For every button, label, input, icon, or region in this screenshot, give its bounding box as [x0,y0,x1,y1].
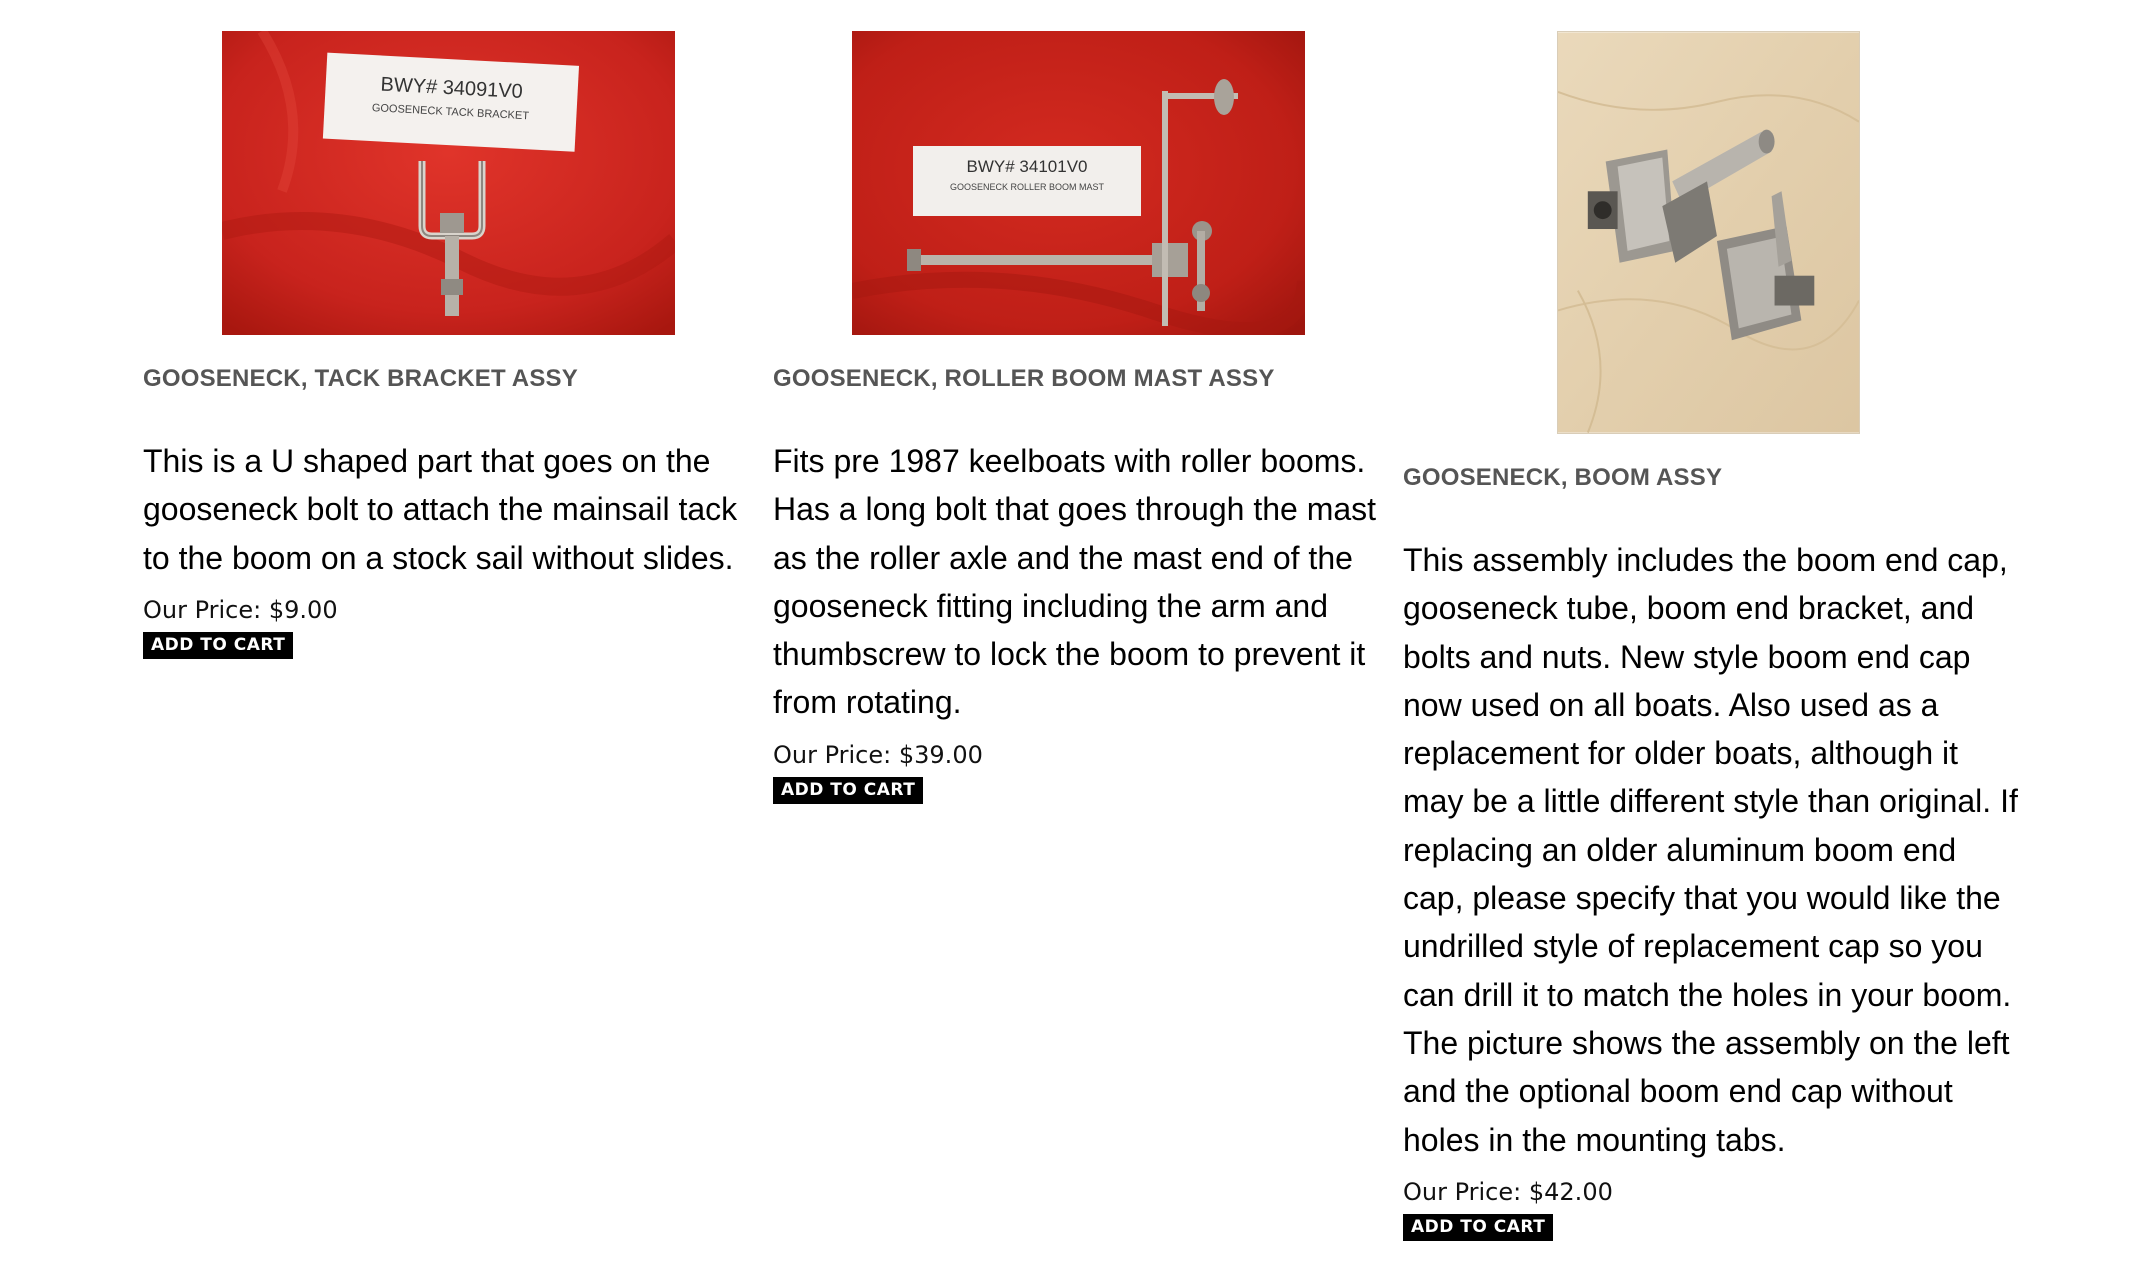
product-card-boom-assy [1403,31,2018,1241]
price-value: $42.00 [1528,1177,1613,1206]
price-line [773,741,1383,769]
product-card-tack-bracket [143,31,753,659]
product-photo-boom-assy[interactable] [1557,31,1860,434]
product-photo-wrap [773,31,1383,335]
product-description: This assembly includes the boom end cap, gooseneck tube, boom end bracket, and bolts and nuts. New style boom end cap now used on all boats. Also used as a replacement for older boats, although it may be a little different style than original. If replacing an older aluminum boom end cap, please specify that you would like the undrilled style of replacement cap so you can drill it to match the holes in your boom. The picture shows the assembly on the left and the optional boom end cap without holes in the mounting tabs. [1403,542,2018,1158]
price-label: Our Price: [1403,1177,1522,1206]
photo-label-line2: GOOSENECK TACK BRACKET [371,102,529,123]
price-value: $39.00 [898,740,983,769]
add-to-cart-button[interactable]: ADD TO CART [143,632,293,659]
price-line [1403,1178,2013,1206]
product-description: This is a U shaped part that goes on the gooseneck bolt to attach the mainsail tack to the boom on a stock sail without slides. [143,443,738,576]
photo-label-line2: GOOSENECK ROLLER BOOM MAST [949,182,1104,192]
photo-label-line1: BWY# 34091V0 [379,73,523,103]
product-photo-wrap [143,31,753,335]
product-name[interactable]: GOOSENECK, BOOM ASSY [1403,464,1723,491]
product-card-roller-boom [773,31,1383,804]
product-photo-roller-boom[interactable] [852,31,1305,335]
product-photo-tack-bracket[interactable] [222,31,675,335]
product-photo-wrap [1403,31,2013,434]
price-line [143,596,753,624]
add-to-cart-button[interactable]: ADD TO CART [1403,1214,1553,1241]
product-name[interactable]: GOOSENECK, TACK BRACKET ASSY [143,365,578,392]
add-to-cart-button[interactable]: ADD TO CART [773,777,923,804]
price-value: $9.00 [268,595,338,624]
price-label: Our Price: [143,595,262,624]
product-description: Fits pre 1987 keelboats with roller booms. Has a long bolt that goes through the mast as the roller axle and the mast end of the gooseneck fitting including the arm and thumbscrew to lock the boom to prevent it from rotating. [773,443,1377,721]
product-name[interactable]: GOOSENECK, ROLLER BOOM MAST ASSY [773,365,1275,392]
photo-label-line1: BWY# 34101V0 [966,157,1087,176]
price-label: Our Price: [773,740,892,769]
